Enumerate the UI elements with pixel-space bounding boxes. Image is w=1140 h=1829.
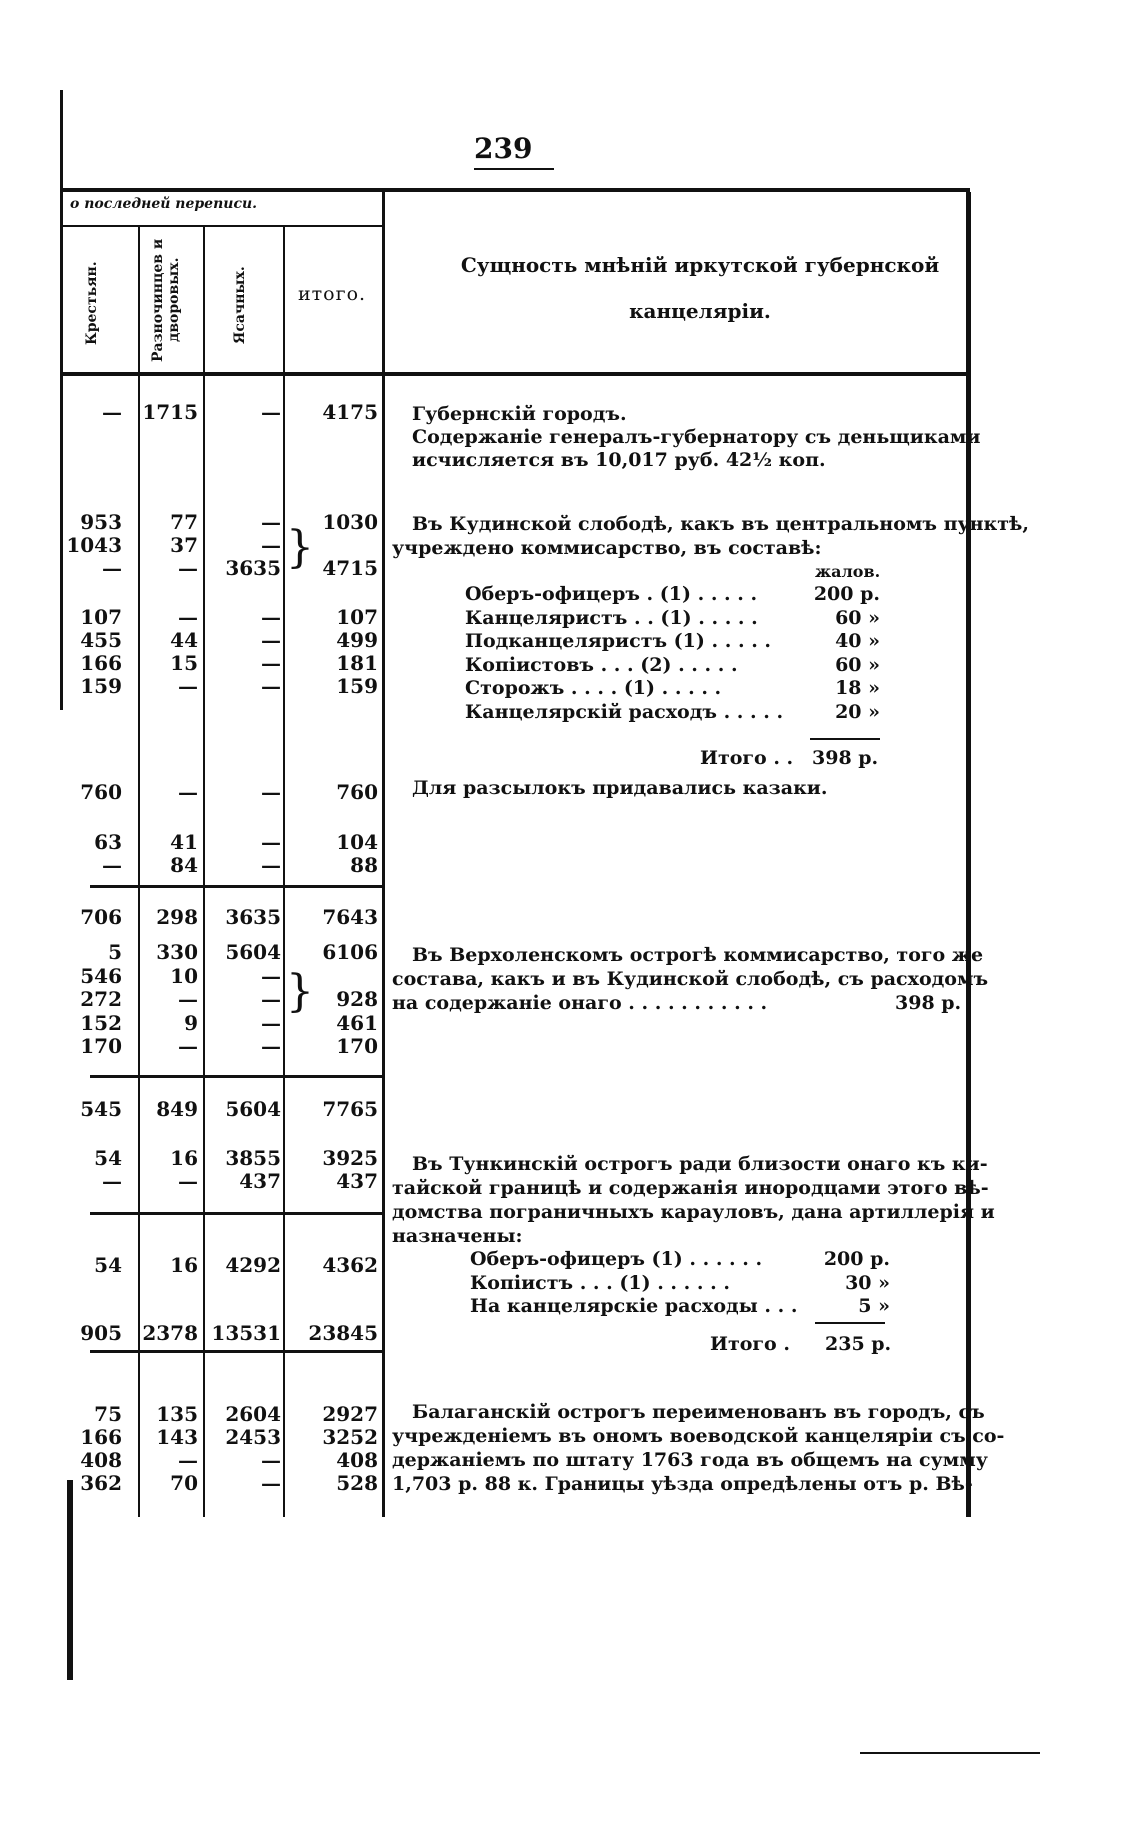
cell-total: 159 [336,674,378,698]
cell-yasachnye: — [261,674,281,698]
cell-total: 23845 [308,1321,378,1345]
cell-raznochintsy: 77 [170,510,198,534]
cell-peasants: 152 [80,1011,122,1035]
p2-line1: Въ Кудинской слободѣ, какъ въ центральномъ пунктѣ, [412,513,1030,535]
cell-yasachnye: — [261,830,281,854]
cell-raznochintsy: — [178,1169,198,1193]
cell-peasants: — [102,853,122,877]
staff-salary: 5 » [858,1295,890,1317]
cell-total: 3925 [322,1146,378,1170]
cell-raznochintsy: — [178,780,198,804]
cell-peasants: 760 [80,780,122,804]
p5-line2: тайской границѣ и содержанія инородцами этого вѣ- [392,1177,989,1199]
cell-yasachnye: — [261,1034,281,1058]
cell-raznochintsy: 10 [170,964,198,988]
cell-raznochintsy: 849 [156,1097,198,1121]
staff-name: Подканцеляристъ (1) . . . . . [465,630,772,652]
col-divider-3 [283,227,285,1517]
staff-name: Копіистовъ . . . (2) . . . . . [465,653,738,676]
left-binding-mark [67,1480,73,1680]
cell-yasachnye: 4292 [225,1253,281,1277]
cell-raznochintsy: 41 [170,830,198,854]
cell-peasants: 159 [80,674,122,698]
cell-raznochintsy: 135 [156,1402,198,1426]
cell-yasachnye: 437 [239,1169,281,1193]
p6-line2: учрежденіемъ въ ономъ воеводской канцеляріи съ со- [392,1425,1005,1447]
header-bottom-rule [60,372,970,376]
p1-line2: Содержаніе генералъ-губернатору съ деньщиками [412,426,981,448]
cell-yasachnye: — [261,400,281,424]
cell-peasants: 54 [94,1253,122,1277]
cell-peasants: 166 [80,651,122,675]
cell-peasants: 362 [80,1471,122,1495]
cell-yasachnye: — [261,533,281,557]
cell-raznochintsy: — [178,605,198,629]
cell-yasachnye: — [261,605,281,629]
cell-raznochintsy: — [178,1448,198,1472]
bottom-scan-rule [860,1752,1040,1754]
cell-peasants: 272 [80,987,122,1011]
total1-rule [810,738,880,740]
cell-raznochintsy: — [178,674,198,698]
p1-line1: Губернскій городъ. [412,403,627,425]
total2-label: Итого . [710,1333,790,1355]
cell-peasants: 54 [94,1146,122,1170]
cell-yasachnye: — [261,651,281,675]
cell-peasants: 546 [80,964,122,988]
brace-2: } [286,966,314,1017]
cell-total: 437 [336,1169,378,1193]
section-rule-2 [90,1075,382,1078]
cell-peasants: 706 [80,905,122,929]
staff-salary: 60 » [835,653,880,676]
cell-yasachnye: 2453 [225,1425,281,1449]
cell-yasachnye: — [261,853,281,877]
staff-salary: 200 р. [823,1248,890,1270]
cell-raznochintsy: 16 [170,1253,198,1277]
cell-total: 760 [336,780,378,804]
cell-yasachnye: — [261,1011,281,1035]
p6-line4: 1,703 р. 88 к. Границы уѣзда опредѣлены отъ р. Вѣ- [392,1473,973,1495]
cell-total: 4715 [322,556,378,580]
cell-total: 499 [336,628,378,652]
census-header: о последней переписи. [70,196,258,212]
staff-salary: 200 р. [813,583,880,605]
cell-total: 104 [336,830,378,854]
salary-header: жалов. [815,562,881,581]
cell-raznochintsy: 16 [170,1146,198,1170]
essence-title-line2: канцеляріи. [629,299,771,323]
cell-raznochintsy: 9 [184,1011,198,1035]
cell-total: 170 [336,1034,378,1058]
cell-raznochintsy: 2378 [142,1321,198,1345]
p5-line1: Въ Тункинскій острогъ ради близости онаго къ ки- [412,1153,988,1175]
staff-salary: 40 » [835,630,880,652]
p6-line1: Балаганскій острогъ переименованъ въ городъ, съ [412,1401,985,1423]
staff-name: На канцелярскіе расходы . . . [470,1295,798,1317]
cell-peasants: 5 [108,940,122,964]
cell-total: 6106 [322,940,378,964]
col-header-total: итого. [298,283,367,305]
cell-total: 408 [336,1448,378,1472]
total2-rule [815,1322,885,1324]
page-number: 239 [474,132,533,165]
cell-raznochintsy: 298 [156,905,198,929]
cell-total: 3252 [322,1425,378,1449]
total1-label: Итого . . [700,747,794,769]
staff-name: Канцеляристъ . . (1) . . . . . [465,606,758,629]
cell-yasachnye: 3635 [225,556,281,580]
cell-total: 461 [336,1011,378,1035]
cell-yasachnye: — [261,1448,281,1472]
staff-salary: 20 » [835,700,880,723]
cell-raznochintsy: 70 [170,1471,198,1495]
cell-peasants: 166 [80,1425,122,1449]
cell-yasachnye: 2604 [225,1402,281,1426]
cell-yasachnye: — [261,780,281,804]
cell-raznochintsy: — [178,1034,198,1058]
col-divider-4 [382,192,385,1517]
cell-peasants: — [102,1169,122,1193]
section-rule-3 [90,1212,382,1215]
cell-peasants: — [102,556,122,580]
staff-name: Сторожъ . . . . (1) . . . . . [465,677,722,699]
total1-value: 398 р. [812,747,879,769]
cell-peasants: 545 [80,1097,122,1121]
col-header-raznochintsy: Разночинцев и дворовых. [150,238,182,362]
p4-value: 398 р. [895,992,962,1014]
cell-peasants: 1043 [66,533,122,557]
cell-total: 7643 [322,905,378,929]
cell-raznochintsy: 330 [156,940,198,964]
cell-peasants: 75 [94,1402,122,1426]
p4-line2: состава, какъ и въ Кудинской слободѣ, съ расходомъ [392,968,989,990]
staff-name: Оберъ-офицеръ . (1) . . . . . [465,583,758,605]
p1-line3: исчисляется въ 10,017 руб. 42½ коп. [412,449,826,471]
cell-peasants: 63 [94,830,122,854]
essence-title-line1: Сущность мнѣній иркутской губернской [460,253,940,277]
cell-total: 528 [336,1471,378,1495]
cell-yasachnye: — [261,964,281,988]
p4-line1: Въ Верхоленскомъ острогѣ коммисарство, того же [412,944,984,966]
staff-name: Копіистъ . . . (1) . . . . . . [470,1271,730,1294]
cell-total: 4362 [322,1253,378,1277]
cell-yasachnye: — [261,628,281,652]
section-rule-1 [90,885,382,888]
cell-peasants: 455 [80,628,122,652]
cell-raznochintsy: 84 [170,853,198,877]
table-top-rule [60,188,970,192]
cell-peasants: 408 [80,1448,122,1472]
p4-line3: на содержаніе онаго . . . . . . . . . . . [392,992,768,1014]
total2-value: 235 р. [825,1333,892,1355]
page-number-rule [474,168,554,170]
cell-raznochintsy: 1715 [142,400,198,424]
cell-raznochintsy: 15 [170,651,198,675]
census-header-rule [60,225,382,227]
cell-yasachnye: 3635 [225,905,281,929]
cell-raznochintsy: 37 [170,533,198,557]
cell-yasachnye: — [261,987,281,1011]
cell-total: 181 [336,651,378,675]
cell-total: 7765 [322,1097,378,1121]
p5-line3: домства пограничныхъ карауловъ, дана артиллерія и [392,1201,995,1223]
cell-peasants: 107 [80,605,122,629]
cell-peasants: — [102,400,122,424]
cell-yasachnye: 5604 [225,1097,281,1121]
p6-line3: держаніемъ по штату 1763 года въ общемъ на сумму [392,1449,988,1471]
staff-name: Канцелярскій расходъ . . . . . [465,700,784,723]
col-header-peasants: Крестьян. [84,261,100,345]
cell-total: 2927 [322,1402,378,1426]
cell-raznochintsy: — [178,987,198,1011]
cell-yasachnye: 13531 [211,1321,281,1345]
cell-raznochintsy: — [178,556,198,580]
staff-salary: 30 » [845,1271,890,1294]
cell-total: 107 [336,605,378,629]
cell-total: 1030 [322,510,378,534]
p2-line2: учреждено коммисарство, въ составѣ: [392,537,822,559]
p3: Для разсылокъ придавались казаки. [412,777,828,799]
cell-raznochintsy: 44 [170,628,198,652]
cell-yasachnye: — [261,510,281,534]
cell-raznochintsy: 143 [156,1425,198,1449]
cell-total: 4175 [322,400,378,424]
cell-yasachnye: 3855 [225,1146,281,1170]
cell-total: 88 [350,853,378,877]
cell-peasants: 953 [80,510,122,534]
section-rule-4 [90,1350,382,1353]
p5-line4: назначены: [392,1225,523,1247]
cell-total: 928 [336,987,378,1011]
cell-yasachnye: — [261,1471,281,1495]
cell-peasants: 905 [80,1321,122,1345]
col-header-yasachnye: Ясачных. [232,266,248,344]
essence-header [430,242,970,334]
cell-peasants: 170 [80,1034,122,1058]
staff-salary: 60 » [835,606,880,629]
cell-yasachnye: 5604 [225,940,281,964]
staff-salary: 18 » [835,677,880,699]
brace-1: } [286,522,314,573]
staff-name: Оберъ-офицеръ (1) . . . . . . [470,1248,763,1270]
right-edge-rule [966,192,971,1517]
